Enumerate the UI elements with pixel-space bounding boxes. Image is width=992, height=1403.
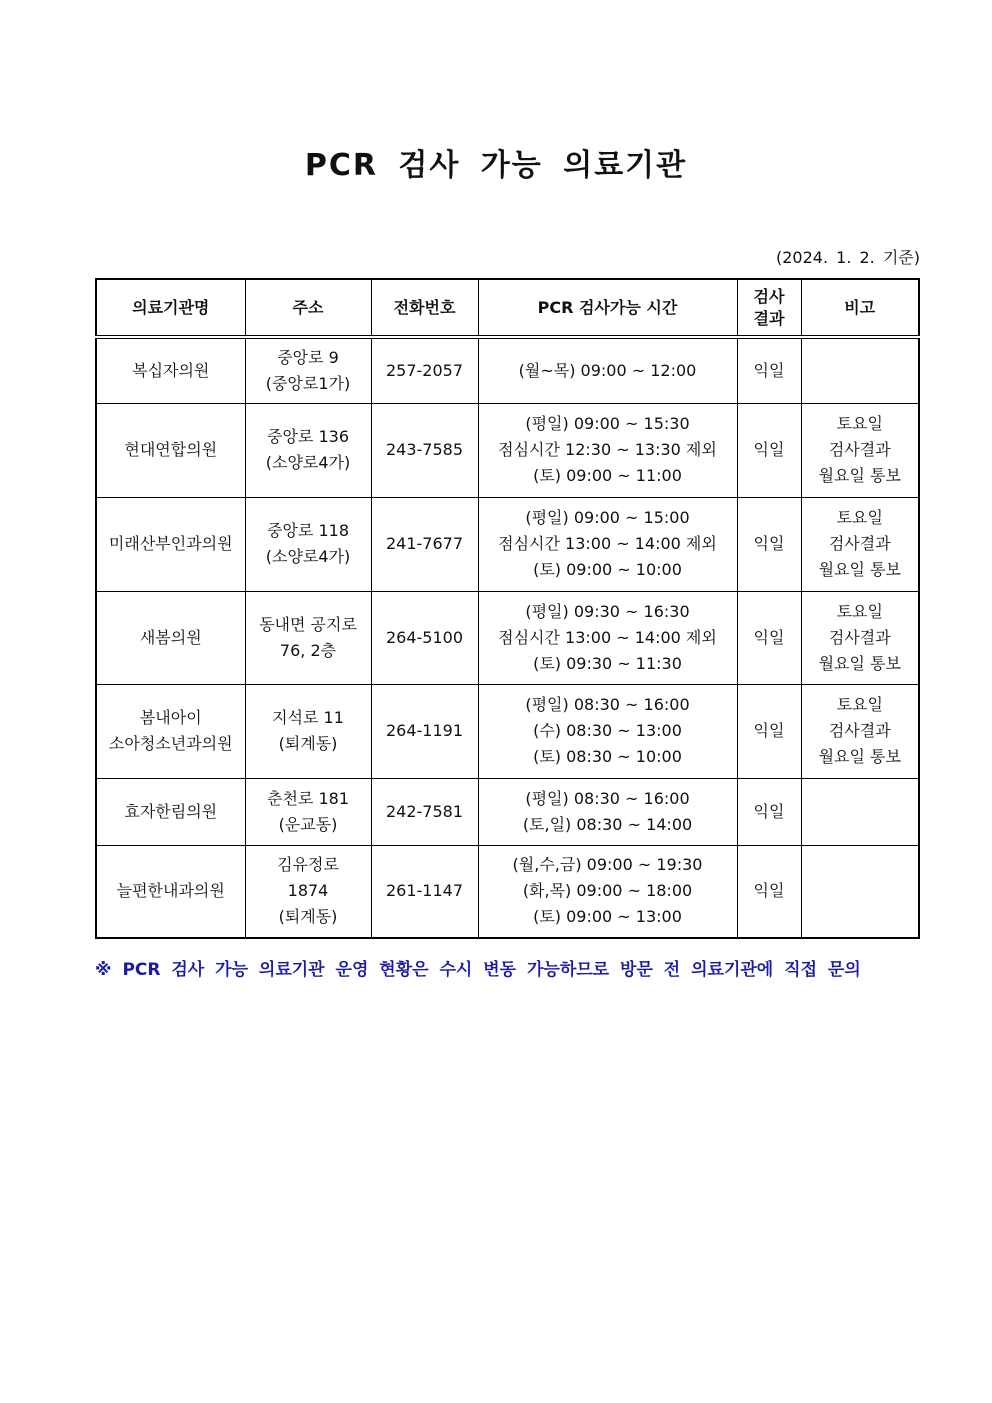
address-cell-line: (운교동) xyxy=(278,814,338,834)
header-note: 비고 xyxy=(801,279,919,337)
reference-date: (2024. 1. 2. 기준) xyxy=(776,248,920,267)
note-cell-line: 검사결과 xyxy=(828,721,891,740)
note-cell xyxy=(801,591,919,684)
page-title: PCR 검사 가능 의료기관 xyxy=(304,148,688,183)
address-cell-line: (퇴계동) xyxy=(278,734,338,753)
clinic-name-cell-line: 봄내아이 xyxy=(139,708,202,727)
hours-cell-line: 점심시간 13:00 ~ 14:00 제외 xyxy=(498,534,717,553)
address-cell-line: (소양로4가) xyxy=(265,547,351,566)
clinic-name-cell xyxy=(96,778,245,845)
hours-cell-line: (토,일) 08:30 ~ 14:00 xyxy=(522,814,693,834)
table-row xyxy=(96,497,919,591)
note-cell-line: 월요일 통보 xyxy=(818,560,901,579)
hours-cell xyxy=(478,778,737,845)
hours-cell-line: (평일) 08:30 ~ 16:00 xyxy=(525,695,690,714)
result-cell: 익일 xyxy=(737,403,801,497)
hours-cell-line: (평일) 09:30 ~ 16:30 xyxy=(525,601,690,621)
note-cell xyxy=(801,403,919,497)
header-result xyxy=(737,279,801,337)
address-cell-line: 지석로 11 xyxy=(272,708,344,727)
result-cell: 익일 xyxy=(737,778,801,845)
phone-cell: 242-7581 xyxy=(371,778,478,845)
table-row xyxy=(96,591,919,684)
clinic-name-cell-line: 복십자의원 xyxy=(132,360,210,380)
address-cell-line: 중앙로 118 xyxy=(267,521,349,540)
hours-cell-line: (토) 09:00 ~ 10:00 xyxy=(533,560,682,579)
note-cell-line: 토요일 xyxy=(836,414,883,433)
hours-cell-line: 점심시간 12:30 ~ 13:30 제외 xyxy=(498,440,717,459)
result-cell: 익일 xyxy=(737,497,801,591)
phone-cell: 241-7677 xyxy=(371,497,478,591)
address-cell-line: (퇴계동) xyxy=(278,907,338,927)
phone-cell: 243-7585 xyxy=(371,403,478,497)
hours-cell-line: (토) 08:30 ~ 10:00 xyxy=(533,747,682,766)
hours-cell-line: (월,수,금) 09:00 ~ 19:30 xyxy=(512,855,703,875)
table-header-row xyxy=(96,279,919,337)
hours-cell xyxy=(478,497,737,591)
address-cell xyxy=(245,591,371,684)
address-cell-line: 76, 2층 xyxy=(279,640,337,660)
note-cell xyxy=(801,845,919,938)
phone-cell: 261-1147 xyxy=(371,845,478,938)
table-row xyxy=(96,337,919,403)
address-cell xyxy=(245,845,371,938)
result-cell: 익일 xyxy=(737,845,801,938)
clinic-name-cell-line: 소아청소년과의원 xyxy=(108,734,233,753)
table-row xyxy=(96,403,919,497)
header-result-line: 검사 xyxy=(753,286,785,306)
note-cell-line: 검사결과 xyxy=(828,440,891,459)
hours-cell-line: (평일) 08:30 ~ 16:00 xyxy=(525,788,690,808)
address-cell xyxy=(245,403,371,497)
hours-cell-line: (평일) 09:00 ~ 15:30 xyxy=(525,414,690,433)
clinic-table xyxy=(95,278,920,939)
address-cell xyxy=(245,497,371,591)
note-cell-line: 토요일 xyxy=(836,601,883,621)
result-cell: 익일 xyxy=(737,591,801,684)
hours-cell-line: (수) 08:30 ~ 13:00 xyxy=(533,721,682,740)
hours-cell-line: (토) 09:00 ~ 13:00 xyxy=(533,907,682,927)
hours-cell-line: (화,목) 09:00 ~ 18:00 xyxy=(522,881,693,901)
header-hours: PCR 검사가능 시간 xyxy=(478,279,737,337)
hours-cell-line: (월~목) 09:00 ~ 12:00 xyxy=(518,360,697,380)
address-cell xyxy=(245,684,371,778)
address-cell-line: 1874 xyxy=(287,881,329,901)
hours-cell xyxy=(478,403,737,497)
address-cell-line: 동내면 공지로 xyxy=(259,614,357,634)
note-cell-line: 토요일 xyxy=(836,508,883,527)
hours-cell-line: (토) 09:30 ~ 11:30 xyxy=(533,653,682,673)
note-cell xyxy=(801,497,919,591)
hours-cell xyxy=(478,845,737,938)
address-cell-line: 춘천로 181 xyxy=(267,788,349,808)
note-cell xyxy=(801,684,919,778)
clinic-name-cell xyxy=(96,497,245,591)
phone-cell: 257-2057 xyxy=(371,337,478,403)
table-row xyxy=(96,845,919,938)
clinic-name-cell-line: 새봄의원 xyxy=(139,627,202,647)
address-cell-line: 중앙로 136 xyxy=(267,427,349,446)
note-cell-line: 검사결과 xyxy=(828,534,891,553)
clinic-name-cell-line: 미래산부인과의원 xyxy=(108,534,233,553)
address-cell xyxy=(245,337,371,403)
result-cell: 익일 xyxy=(737,337,801,403)
table-body xyxy=(96,337,919,938)
address-cell-line: 김유정로 xyxy=(277,855,339,875)
clinic-name-cell xyxy=(96,337,245,403)
clinic-name-cell-line: 효자한림의원 xyxy=(124,801,218,821)
clinic-name-cell xyxy=(96,403,245,497)
note-cell-line: 토요일 xyxy=(836,695,883,714)
note-cell xyxy=(801,337,919,403)
phone-cell: 264-5100 xyxy=(371,591,478,684)
hours-cell-line: (토) 09:00 ~ 11:00 xyxy=(533,466,682,485)
address-cell-line: (소양로4가) xyxy=(265,453,351,472)
address-cell xyxy=(245,778,371,845)
address-cell-line: 중앙로 9 xyxy=(277,347,339,367)
clinic-name-cell xyxy=(96,684,245,778)
phone-cell: 264-1191 xyxy=(371,684,478,778)
hours-cell xyxy=(478,591,737,684)
clinic-name-cell-line: 늘편한내과의원 xyxy=(116,881,225,901)
hours-cell xyxy=(478,337,737,403)
hours-cell-line: (평일) 09:00 ~ 15:00 xyxy=(525,508,690,527)
header-address: 주소 xyxy=(245,279,371,337)
header-phone: 전화번호 xyxy=(371,279,478,337)
hours-cell xyxy=(478,684,737,778)
clinic-name-cell-line: 현대연합의원 xyxy=(124,440,218,459)
table-row xyxy=(96,684,919,778)
note-cell-line: 월요일 통보 xyxy=(818,466,901,485)
header-result-line: 결과 xyxy=(753,308,785,328)
note-cell-line: 월요일 통보 xyxy=(818,653,901,673)
clinic-name-cell xyxy=(96,591,245,684)
clinic-name-cell xyxy=(96,845,245,938)
note-cell-line: 월요일 통보 xyxy=(818,747,901,766)
result-cell: 익일 xyxy=(737,684,801,778)
note-cell-line: 검사결과 xyxy=(828,627,891,647)
table-row xyxy=(96,778,919,845)
header-name: 의료기관명 xyxy=(96,279,245,337)
footnote: ※ PCR 검사 가능 의료기관 운영 현황은 수시 변동 가능하므로 방문 전 의료기관에 직접 문의 xyxy=(95,960,861,980)
note-cell xyxy=(801,778,919,845)
hours-cell-line: 점심시간 13:00 ~ 14:00 제외 xyxy=(498,627,717,647)
address-cell-line: (중앙로1가) xyxy=(265,373,351,393)
